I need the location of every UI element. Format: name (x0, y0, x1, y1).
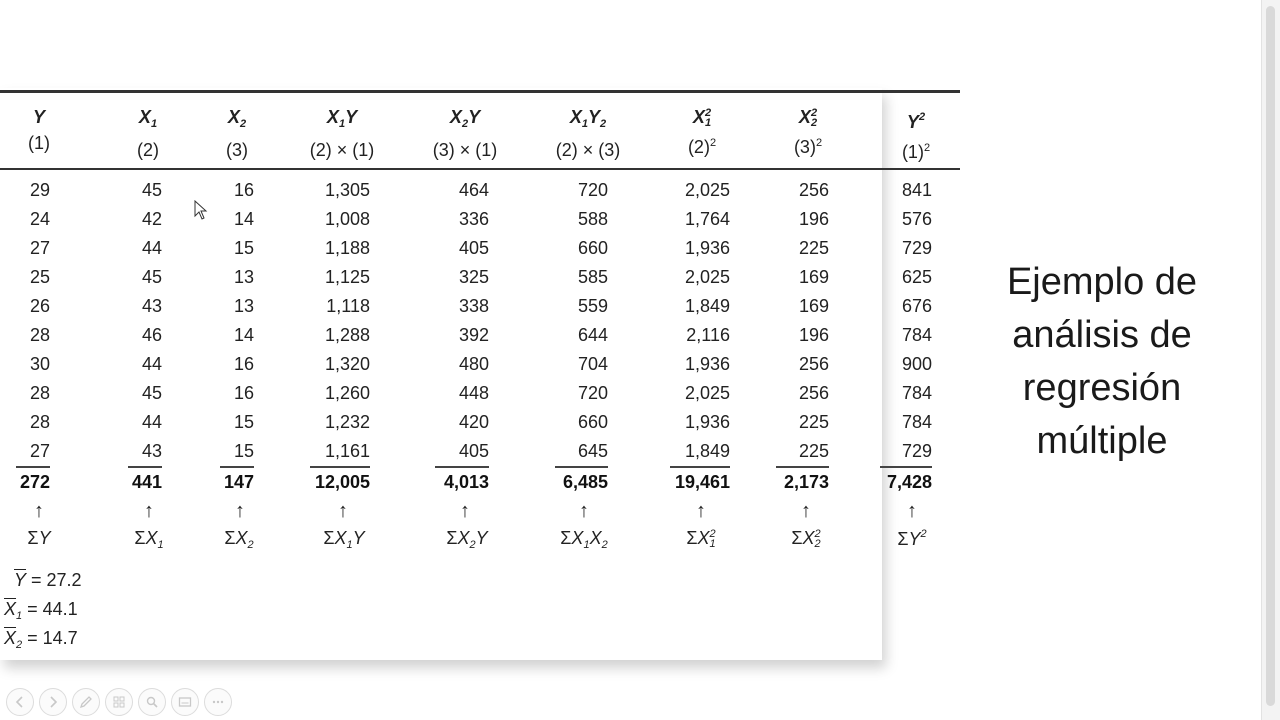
table-cell: 1,320 (324, 354, 370, 374)
math-symbol: $X_2$ (235, 528, 254, 551)
mouse-pointer-icon (194, 200, 208, 220)
column-header-symbol (642, 104, 762, 130)
math-subscript: 1 (338, 118, 346, 130)
table-cell: 256 (798, 180, 829, 200)
sum-rule (128, 466, 162, 468)
mean-value: $\overline{Y} = 27.2$ (14, 570, 82, 590)
table-cell: 676 (901, 296, 932, 316)
table-cell: 900 (901, 354, 932, 374)
table-cell: 841 (901, 180, 932, 200)
mean-symbol: $\overline{X}$ (4, 628, 17, 648)
table-cell: 46 (141, 325, 162, 345)
column-header (748, 104, 868, 160)
table-cell: 43 (141, 296, 162, 316)
table-cell: 29 (29, 180, 50, 200)
column-header (642, 104, 762, 160)
table-cell: 1,008 (324, 209, 370, 229)
table-cell: 784 (901, 325, 932, 345)
up-arrow-icon: ↑ (696, 500, 706, 522)
sum-rule (310, 466, 370, 468)
table-cell: 392 (458, 325, 489, 345)
table-cell: 14 (233, 325, 254, 345)
column-header-symbol (282, 104, 402, 137)
slides-icon (112, 695, 126, 709)
column-header-expression: $(2)^2$ (687, 137, 717, 157)
up-arrow-icon: ↑ (34, 500, 44, 522)
table-cell: 16 (233, 383, 254, 403)
table-cell: 256 (798, 383, 829, 403)
magnifier-icon (145, 695, 159, 709)
table-cell: 625 (901, 267, 932, 287)
table-cell: 169 (798, 296, 829, 316)
more-options-button[interactable] (204, 688, 232, 716)
table-cell: 784 (901, 383, 932, 403)
math-symbol: X 2 1 (697, 528, 716, 551)
table-cell: 1,936 (684, 238, 730, 258)
script-stack (705, 108, 711, 128)
math-superscript: 2 (815, 137, 823, 149)
column-header-symbol (748, 104, 868, 130)
math-subscript: 1 (157, 539, 164, 551)
slides-button[interactable] (105, 688, 133, 716)
math-symbol: $X_1Y$ (326, 107, 358, 130)
math-subscript: 2 (600, 118, 607, 130)
table-cell: 45 (141, 267, 162, 287)
table-cell: 405 (458, 441, 489, 461)
math-subscript: 1 (16, 610, 23, 622)
math-subscript: 2 (810, 117, 818, 130)
table-cell: 1,161 (324, 441, 370, 461)
table-cell: 576 (901, 209, 932, 229)
math-symbol: X 2 2 (798, 107, 818, 130)
table-cell: 1,305 (324, 180, 370, 200)
table-cell: 44 (141, 412, 162, 432)
column-total: 272 (19, 472, 50, 492)
table-cell: 16 (233, 180, 254, 200)
subtitles-icon (178, 695, 192, 709)
math-symbol: $X_1Y_2$ (569, 107, 607, 130)
table-cell: 448 (458, 383, 489, 403)
table-cell: 720 (577, 180, 608, 200)
table-cell: 45 (141, 180, 162, 200)
caption-line: análisis de (1012, 314, 1192, 356)
column-header-expression: (3) × (1) (432, 140, 498, 160)
math-symbol: $Y^2$ (908, 528, 927, 549)
table-cell: 405 (458, 238, 489, 258)
table-cell: 13 (233, 296, 254, 316)
up-arrow-icon: ↑ (460, 500, 470, 522)
table-cell: 644 (577, 325, 608, 345)
table-cell: 588 (577, 209, 608, 229)
caption-line: regresión (1022, 367, 1182, 409)
table-cell: 338 (458, 296, 489, 316)
table-cell: 1,936 (684, 354, 730, 374)
zoom-button[interactable] (138, 688, 166, 716)
table-cell: 1,125 (324, 267, 370, 287)
math-symbol: $X_1$ (145, 528, 164, 551)
table-top-rule (0, 90, 960, 93)
math-superscript: 2 (814, 528, 821, 541)
table-cell: 1,849 (684, 441, 730, 461)
table-cell: 27 (29, 441, 50, 461)
table-cell: 1,288 (324, 325, 370, 345)
up-arrow-icon: ↑ (235, 500, 245, 522)
math-symbol: $X_1X_2$ (571, 528, 608, 551)
table-cell: 28 (29, 412, 50, 432)
column-header (528, 104, 648, 163)
table-cell: 256 (798, 354, 829, 374)
table-cell: 1,936 (684, 412, 730, 432)
table-cell: 16 (233, 354, 254, 374)
column-header (282, 104, 402, 163)
column-header-expression: (3) (226, 140, 248, 160)
table-cell: 2,025 (684, 267, 730, 287)
table-cell: 2,025 (684, 180, 730, 200)
table-cell: 1,118 (326, 296, 370, 316)
column-total: 147 (223, 472, 254, 492)
math-subscript: 1 (704, 117, 712, 130)
sum-label: $\Sigma X_1Y$ (323, 528, 365, 551)
column-header-expression: $(1)^2$ (901, 142, 931, 162)
column-header (0, 104, 99, 156)
table-cell: 42 (141, 209, 162, 229)
math-symbol: $X_2Y$ (449, 107, 481, 130)
table-cell: 1,849 (684, 296, 730, 316)
table-cell: 169 (798, 267, 829, 287)
pen-button[interactable] (72, 688, 100, 716)
table-cell: 1,188 (324, 238, 370, 258)
caption-line: Ejemplo de (1006, 261, 1198, 303)
math-superscript: 2 (923, 142, 931, 154)
column-header-expression: (1) (28, 133, 50, 153)
up-arrow-icon: ↑ (579, 500, 589, 522)
math-superscript: 2 (918, 111, 926, 123)
sum-label: ΣY (27, 528, 51, 548)
math-subscript: 1 (583, 539, 590, 551)
column-header-symbol (0, 104, 99, 130)
sum-label: $\Sigma X_1$ (134, 528, 164, 551)
table-cell: 2,116 (686, 325, 730, 345)
presentation-toolbar (6, 688, 232, 716)
table-cell: 464 (458, 180, 489, 200)
table-cell: 559 (577, 296, 608, 316)
table-cell: 585 (577, 267, 608, 287)
script-stack (811, 108, 817, 128)
math-subscript: 2 (601, 539, 608, 551)
table-cell: 1,260 (324, 383, 370, 403)
math-symbol: $X_2$ (227, 107, 247, 130)
math-symbol: X 2 1 (692, 107, 712, 130)
math-superscript: 2 (810, 107, 818, 120)
arrow-left-icon (13, 695, 27, 709)
table-cell: 720 (577, 383, 608, 403)
table-cell: 13 (233, 267, 254, 287)
table-cell: 704 (577, 354, 608, 374)
math-symbol: Y (32, 107, 45, 127)
table-cell: 480 (458, 354, 489, 374)
table-cell: 15 (233, 238, 254, 258)
table-cell: 420 (458, 412, 489, 432)
math-symbol: X 2 2 (802, 528, 821, 551)
sum-label: $\Sigma X_2$ (224, 528, 254, 551)
slide-caption (980, 256, 1224, 468)
table-cell: 1,764 (684, 209, 730, 229)
table-cell: 225 (798, 238, 829, 258)
column-total: 7,428 (886, 472, 932, 492)
column-total: 441 (131, 472, 162, 492)
math-subscript: 2 (239, 118, 247, 130)
table-cell: 26 (29, 296, 50, 316)
column-header (177, 104, 297, 163)
sum-rule (220, 466, 254, 468)
math-symbol: $X_1Y$ (334, 528, 365, 551)
column-header-symbol (177, 104, 297, 137)
column-header-symbol (856, 104, 976, 135)
math-symbol: $X_1$ (138, 107, 158, 130)
table-cell: 660 (577, 412, 608, 432)
sum-rule (880, 466, 932, 468)
column-header-expression: (2) (137, 140, 159, 160)
table-cell: 43 (141, 441, 162, 461)
math-superscript: 2 (709, 528, 716, 541)
table-cell: 28 (29, 325, 50, 345)
column-total: 6,485 (562, 472, 608, 492)
sum-label: ΣX 2 2 (791, 528, 821, 551)
math-subscript: 1 (150, 118, 158, 130)
column-header (405, 104, 525, 163)
table-cell: 25 (29, 267, 50, 287)
table-cell: 729 (901, 441, 932, 461)
math-subscript: 2 (247, 539, 254, 551)
math-subscript: 1 (581, 118, 588, 130)
table-cell: 15 (233, 412, 254, 432)
up-arrow-icon: ↑ (907, 500, 917, 522)
column-header-expression: (2) × (3) (555, 140, 621, 160)
up-arrow-icon: ↑ (338, 500, 348, 522)
arrow-right-icon (46, 695, 60, 709)
column-header-symbol (528, 104, 648, 137)
math-subscript: 2 (469, 539, 476, 551)
table-cell: 28 (29, 383, 50, 403)
math-subscript: 2 (461, 118, 469, 130)
sum-label: ΣX 2 1 (686, 528, 716, 551)
column-header-expression: (2) × (1) (309, 140, 375, 160)
table-cell: 44 (141, 238, 162, 258)
vertical-scrollbar[interactable] (1261, 0, 1280, 720)
table-cell: 27 (29, 238, 50, 258)
table-header-rule (0, 168, 960, 170)
mean-value: $\overline{X}_2 = 14.7$ (4, 628, 78, 651)
table-cell: 1,232 (324, 412, 370, 432)
math-subscript: 2 (814, 538, 821, 551)
math-symbol: $Y^2$ (906, 111, 926, 132)
math-superscript: 2 (704, 107, 712, 120)
table-cell: 325 (458, 267, 489, 287)
caption-line: múltiple (1036, 420, 1168, 462)
pen-icon (79, 695, 93, 709)
column-header-expression: $(3)^2$ (793, 137, 823, 157)
math-superscript: 2 (709, 137, 717, 149)
table-cell: 14 (233, 209, 254, 229)
sum-rule (776, 466, 829, 468)
sum-label: $\Sigma X_1X_2$ (560, 528, 608, 551)
table-cell: 336 (458, 209, 489, 229)
math-subscript: 1 (709, 538, 716, 551)
math-symbol: Y (38, 528, 51, 548)
scrollbar-thumb[interactable] (1266, 6, 1275, 706)
sum-label: $\Sigma X_2Y$ (446, 528, 488, 551)
more-icon (211, 695, 225, 709)
math-subscript: 1 (346, 539, 353, 551)
subtitles-button[interactable] (171, 688, 199, 716)
table-cell: 225 (798, 412, 829, 432)
mean-symbol: $\overline{Y}$ (14, 570, 27, 590)
previous-slide-button[interactable] (6, 688, 34, 716)
table-cell: 44 (141, 354, 162, 374)
column-header (856, 104, 976, 165)
table-cell: 15 (233, 441, 254, 461)
table-cell: 660 (577, 238, 608, 258)
sum-rule (670, 466, 730, 468)
table-cell: 45 (141, 383, 162, 403)
math-symbol: $X_2Y$ (457, 528, 488, 551)
column-total: 19,461 (674, 472, 730, 492)
table-cell: 196 (798, 209, 829, 229)
math-subscript: 2 (16, 639, 23, 651)
table-cell: 30 (29, 354, 50, 374)
up-arrow-icon: ↑ (801, 500, 811, 522)
column-total: 2,173 (783, 472, 829, 492)
table-cell: 784 (901, 412, 932, 432)
math-superscript: 2 (920, 528, 927, 540)
table-cell: 225 (798, 441, 829, 461)
sum-rule (16, 466, 50, 468)
sum-label: $\Sigma Y^2$ (897, 528, 927, 549)
table-cell: 729 (901, 238, 932, 258)
script-stack (710, 529, 716, 549)
column-total: 4,013 (443, 472, 489, 492)
sum-rule (435, 466, 489, 468)
up-arrow-icon: ↑ (144, 500, 154, 522)
table-cell: 645 (577, 441, 608, 461)
sum-rule (555, 466, 608, 468)
table-cell: 24 (29, 209, 50, 229)
script-stack (815, 529, 821, 549)
column-header-symbol (405, 104, 525, 137)
table-cell: 196 (798, 325, 829, 345)
next-slide-button[interactable] (39, 688, 67, 716)
mean-value: $\overline{X}_1 = 44.1$ (4, 599, 78, 622)
column-total: 12,005 (314, 472, 370, 492)
table-cell: 2,025 (684, 383, 730, 403)
mean-symbol: $\overline{X}$ (4, 599, 17, 619)
